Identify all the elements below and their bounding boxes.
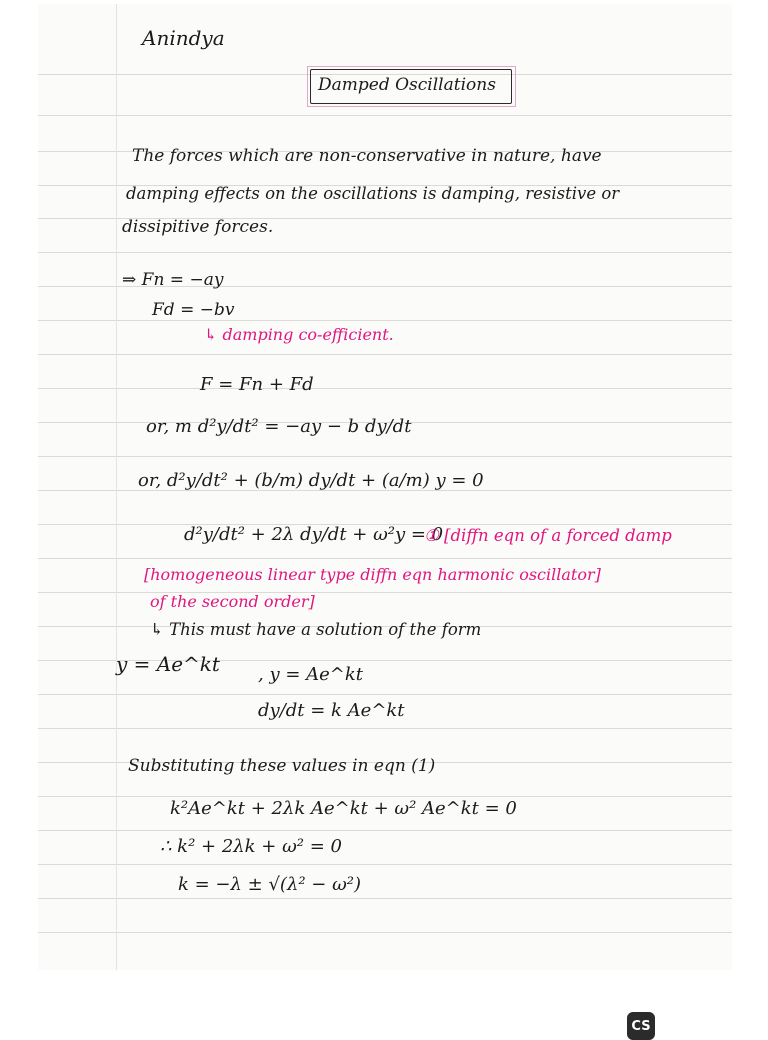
root-equation: k = −λ ± √(λ² − ω²) (178, 874, 362, 895)
damping-coefficient-note: ↳ damping co-efficient. (204, 325, 394, 344)
characteristic-equation: ∴ k² + 2λk + ω² = 0 (160, 836, 342, 857)
ruled-line (38, 115, 732, 116)
solution-y: y = Ae^kt (116, 652, 220, 676)
page-title: Damped Oscillations (318, 75, 496, 95)
normalized-equation: or, d²y/dt² + (b/m) dy/dt + (a/m) y = 0 (138, 470, 484, 491)
ruled-line (38, 456, 732, 457)
ruled-line (38, 320, 732, 321)
intro-line-1: The forces which are non-conservative in nature, have (132, 146, 602, 166)
substitution-line: Substituting these values in eqn (1) (128, 756, 436, 776)
ruled-line (38, 252, 732, 253)
equation-label-forced-damped: ① [diffn eqn of a forced damp (424, 526, 672, 545)
solution-derivative: dy/dt = k Ae^kt (258, 700, 405, 721)
ruled-line (38, 830, 732, 831)
ruled-line (38, 694, 732, 695)
ruled-line (38, 728, 732, 729)
ruled-line (38, 932, 732, 933)
fd-equation: Fd = −bv (152, 300, 235, 320)
ruled-line (38, 558, 732, 559)
substituted-equation: k²Ae^kt + 2λk Ae^kt + ω² Ae^kt = 0 (170, 798, 517, 819)
newton-equation: or, m d²y/dt² = −ay − b dy/dt (146, 416, 412, 437)
ruled-line (38, 388, 732, 389)
homogeneous-note-line-2: of the second order] (150, 592, 315, 611)
solution-y-repeat: , y = Ae^kt (258, 664, 364, 685)
margin-line (116, 4, 117, 970)
camscanner-logo-label: CS (631, 1018, 651, 1034)
ruled-line (38, 864, 732, 865)
damped-oscillator-equation: d²y/dt² + 2λ dy/dt + ω²y = 0 (184, 524, 444, 545)
ruled-line (38, 592, 732, 593)
force-sum-equation: F = Fn + Fd (200, 374, 314, 395)
solution-form-line: ↳ This must have a solution of the form (150, 620, 482, 639)
author-signature: Anindya (142, 26, 225, 50)
fn-equation: ⇒ Fn = −ay (122, 270, 224, 290)
intro-line-2: damping effects on the oscillations is damping, resistive or (126, 184, 620, 203)
ruled-line (38, 796, 732, 797)
ruled-line (38, 354, 732, 355)
camscanner-logo-icon (627, 1012, 655, 1040)
intro-line-3: dissipitive forces. (122, 217, 274, 237)
ruled-line (38, 898, 732, 899)
homogeneous-note-line-1: [homogeneous linear type diffn eqn harmonic oscillator] (144, 565, 601, 584)
